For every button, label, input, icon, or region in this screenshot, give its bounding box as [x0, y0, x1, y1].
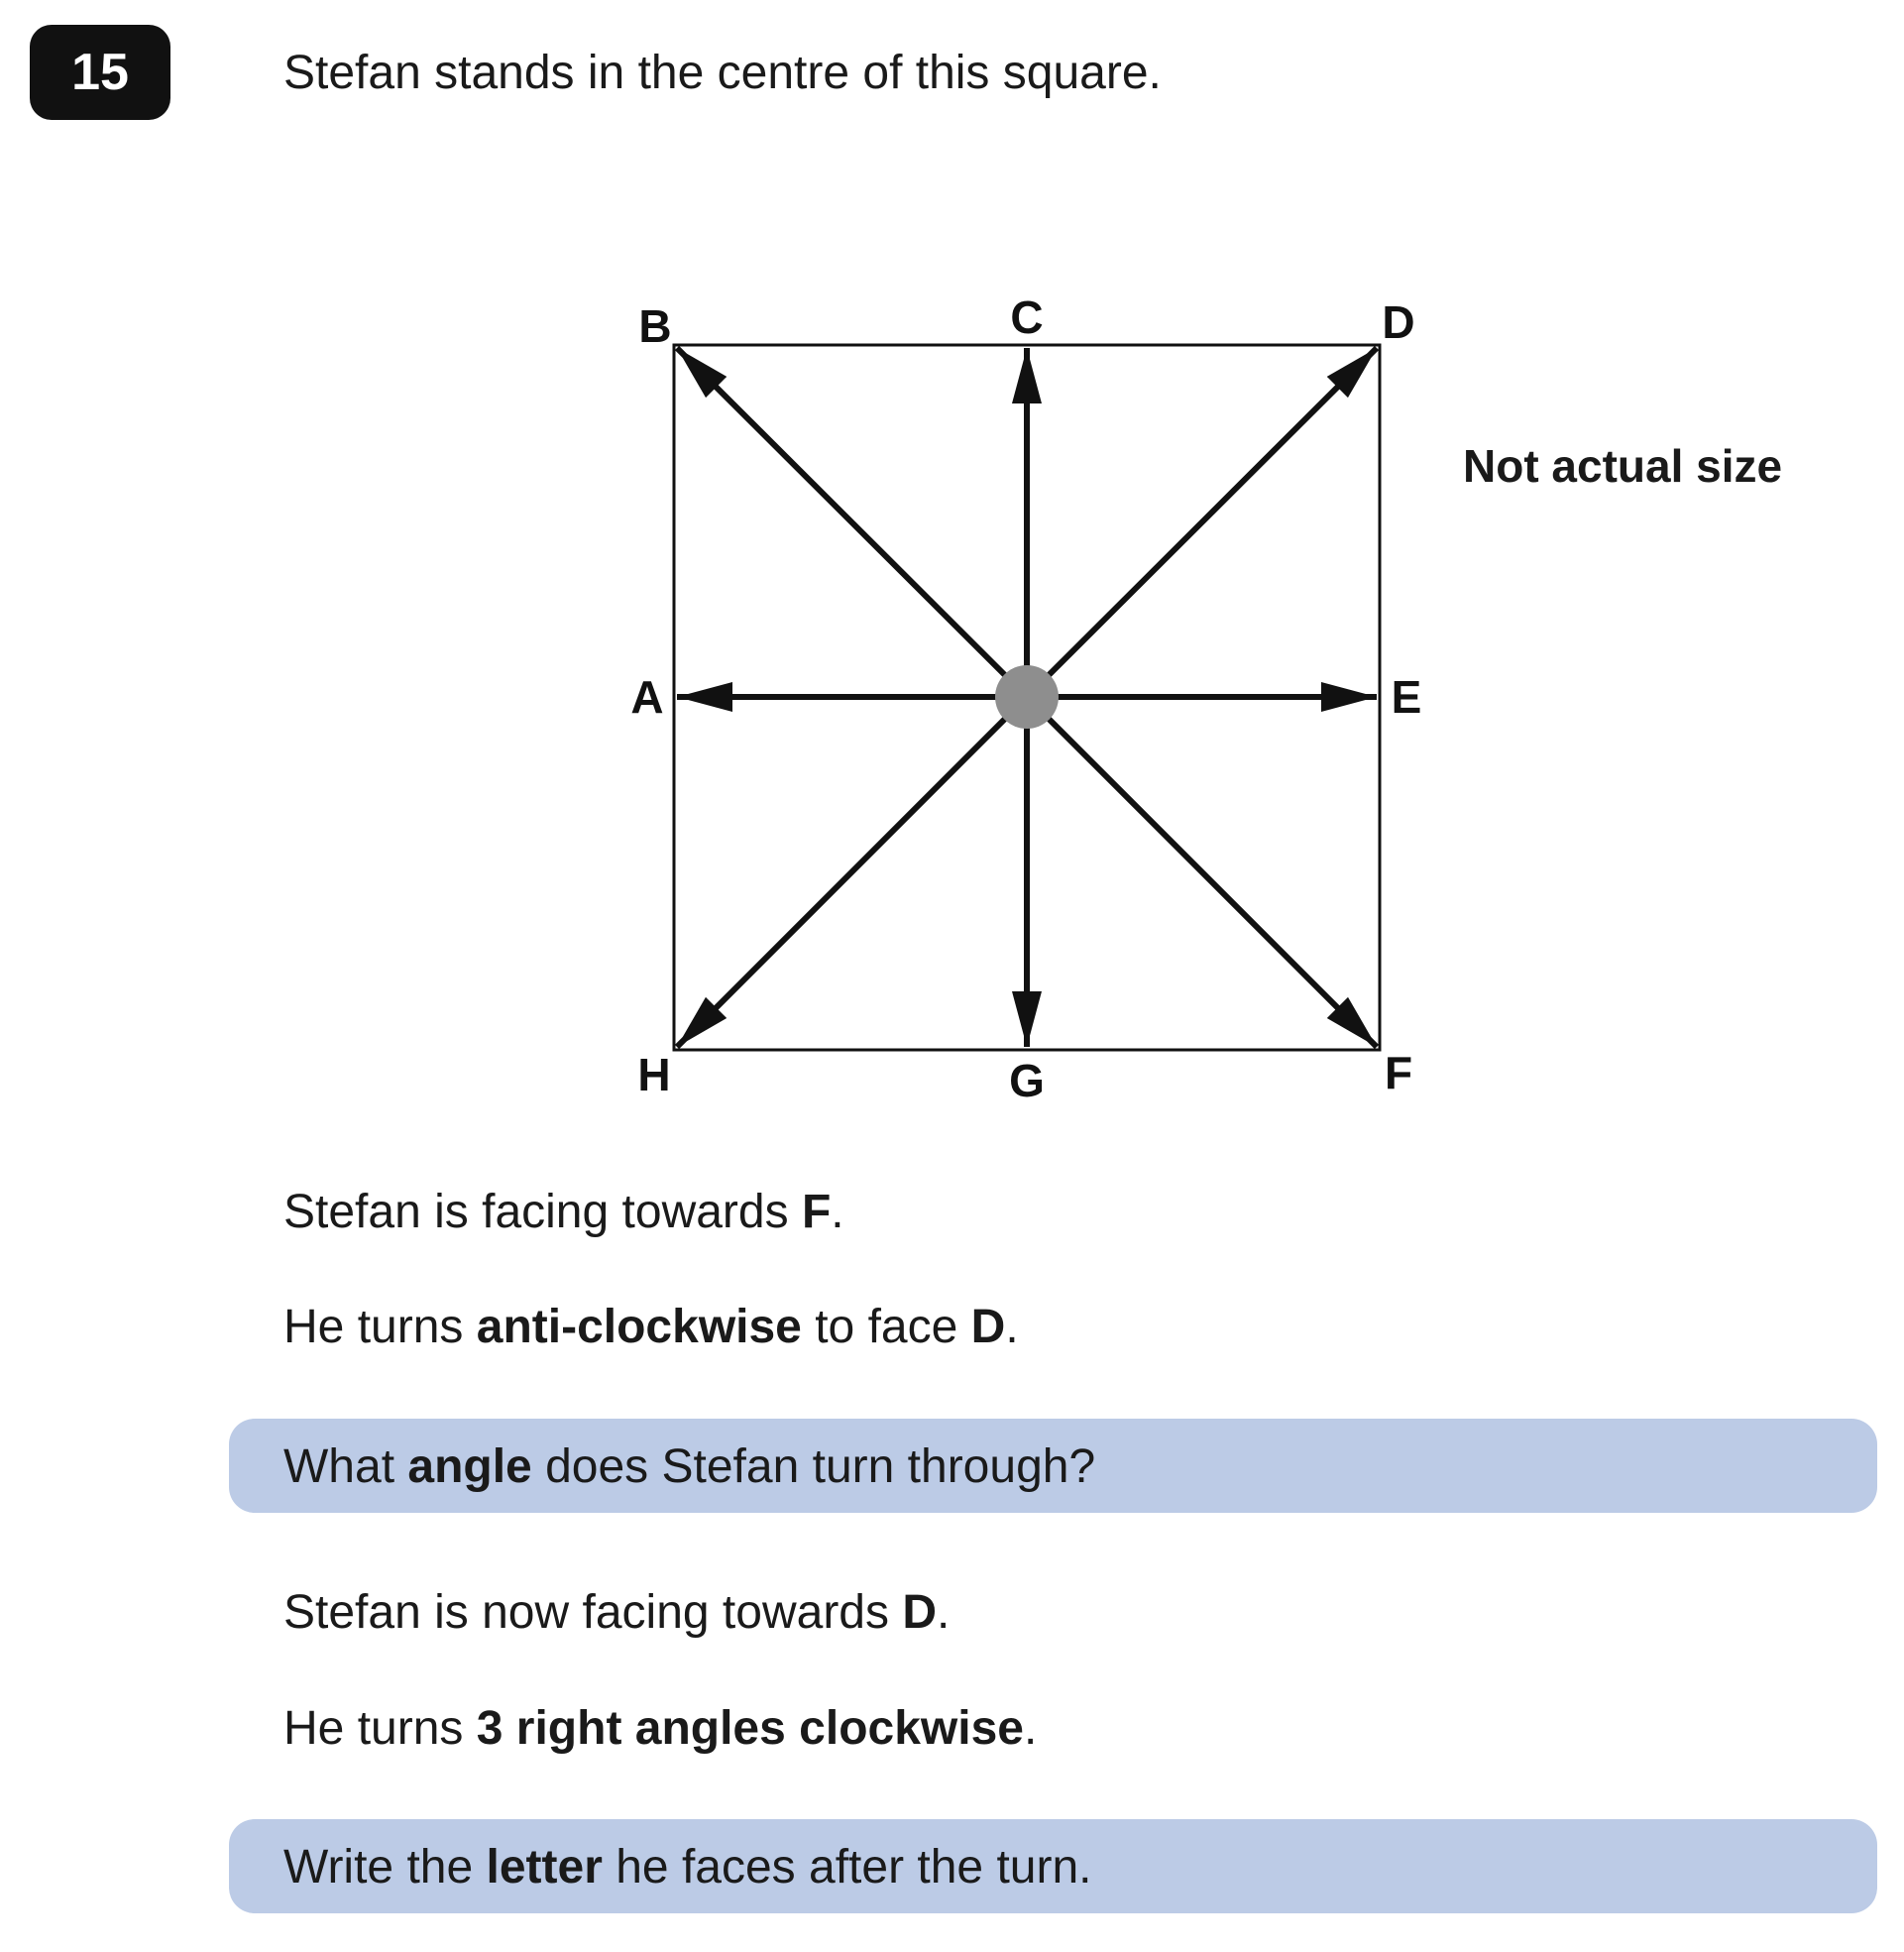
- arrow-to-d: [1027, 348, 1377, 697]
- part1-facing-text: Stefan is facing towards F.: [283, 1186, 844, 1238]
- label-b: B: [638, 300, 672, 352]
- part2-question-prompt: Write the letter he faces after the turn.: [283, 1841, 1092, 1894]
- label-a: A: [630, 671, 664, 723]
- part2-question-band: [229, 1819, 1877, 1913]
- label-f: F: [1384, 1047, 1413, 1098]
- question-number-badge: 15: [30, 25, 170, 120]
- label-d: D: [1382, 296, 1415, 348]
- arrow-to-b: [677, 348, 1027, 697]
- centre-dot: [995, 665, 1059, 729]
- label-c: C: [1010, 291, 1044, 343]
- question-intro: Stefan stands in the centre of this square.: [283, 47, 1162, 99]
- arrow-to-h: [677, 697, 1027, 1047]
- label-g: G: [1009, 1055, 1045, 1106]
- part1-question-prompt: What angle does Stefan turn through?: [283, 1440, 1096, 1493]
- part1-turn-text: He turns anti-clockwise to face D.: [283, 1301, 1019, 1353]
- part2-facing-text: Stefan is now facing towards D.: [283, 1586, 951, 1639]
- arrow-to-f: [1027, 697, 1377, 1047]
- not-actual-size-note: Not actual size: [1463, 440, 1783, 492]
- label-h: H: [637, 1049, 671, 1100]
- label-e: E: [1391, 671, 1422, 723]
- part2-turn-text: He turns 3 right angles clockwise.: [283, 1702, 1038, 1755]
- part1-question-band: [229, 1419, 1877, 1513]
